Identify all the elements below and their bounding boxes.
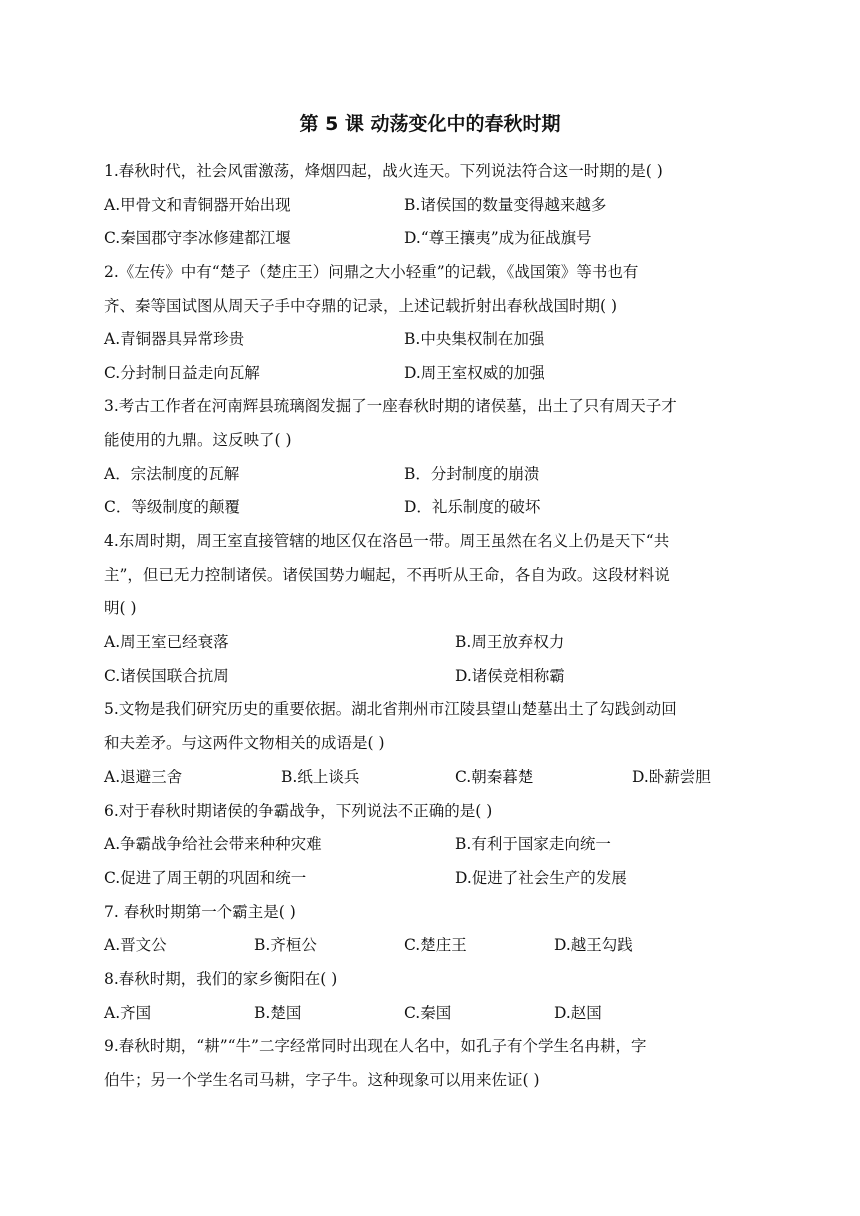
question-2-text-line2: 齐、秦等国试图从周天子手中夺鼎的记录，上述记载折射出春秋战国时期( ) xyxy=(104,297,618,315)
question-1-text: 1.春秋时代，社会风雷激荡，烽烟四起，战火连天。下列说法符合这一时期的是( ) xyxy=(104,162,663,180)
q8-option-b: B.楚国 xyxy=(254,1004,302,1022)
question-4-text-line3: 明( ) xyxy=(104,599,137,617)
question-2-text: 2.《左传》中有“楚子（楚庄王）问鼎之大小轻重”的记载，《战国策》等书也有 xyxy=(104,263,639,281)
q6-option-b: B.有利于国家走向统一 xyxy=(455,835,611,853)
page-title: 第 5 课 动荡变化中的春秋时期 xyxy=(299,113,561,135)
question-5-text: 5.文物是我们研究历史的重要依据。湖北省荆州市江陵县望山楚墓出土了勾践剑动回 xyxy=(104,700,677,718)
q1-option-a: A.甲骨文和青铜器开始出现 xyxy=(104,196,291,214)
q7-option-c: C.楚庄王 xyxy=(404,936,467,954)
q6-option-a: A.争霸战争给社会带来种种灾难 xyxy=(104,835,322,853)
question-5-text-line2: 和夫差矛。与这两件文物相关的成语是( ) xyxy=(104,734,385,752)
q2-option-d: D.周王室权威的加强 xyxy=(404,364,545,382)
question-3-text: 3.考古工作者在河南辉县琉璃阁发掘了一座春秋时期的诸侯墓，出土了只有周天子才 xyxy=(104,397,677,415)
q6-option-c: C.促进了周王朝的巩固和统一 xyxy=(104,869,307,887)
q8-option-d: D.赵国 xyxy=(554,1004,602,1022)
q6-option-d: D.促进了社会生产的发展 xyxy=(455,869,627,887)
q1-option-c: C.秦国郡守李冰修建都江堰 xyxy=(104,229,291,247)
q2-option-a: A.青铜器具异常珍贵 xyxy=(104,330,245,348)
q5-option-b: B.纸上谈兵 xyxy=(281,768,360,786)
q8-option-a: A.齐国 xyxy=(104,1004,152,1022)
question-8-text: 8.春秋时期，我们的家乡衡阳在( ) xyxy=(104,970,338,988)
question-9-text: 9.春秋时期，“耕”“牛”二字经常同时出现在人名中，如孔子有个学生名冉耕，字 xyxy=(104,1037,647,1055)
question-9-text-line2: 伯牛；另一个学生名司马耕，字子牛。这种现象可以用来佐证( ) xyxy=(104,1071,540,1089)
question-4-text: 4.东周时期，周王室直接管辖的地区仅在洛邑一带。周王虽然在名义上仍是天下“共 xyxy=(104,532,670,550)
q7-option-b: B.齐桓公 xyxy=(254,936,317,954)
question-4-text-line2: 主”，但已无力控制诸侯。诸侯国势力崛起，不再听从王命，各自为政。这段材料说 xyxy=(104,566,670,584)
question-3-text-line2: 能使用的九鼎。这反映了( ) xyxy=(104,431,292,449)
q3-option-a: A．宗法制度的瓦解 xyxy=(104,465,240,483)
q3-option-b: B．分封制度的崩溃 xyxy=(404,465,540,483)
question-7-text: 7. 春秋时期第一个霸主是( ) xyxy=(104,903,296,921)
q4-option-d: D.诸侯竞相称霸 xyxy=(455,667,565,685)
q7-option-d: D.越王勾践 xyxy=(554,936,633,954)
q1-option-b: B.诸侯国的数量变得越来越多 xyxy=(404,196,607,214)
question-6-text: 6.对于春秋时期诸侯的争霸战争，下列说法不正确的是( ) xyxy=(104,802,493,820)
q3-option-d: D．礼乐制度的破坏 xyxy=(404,498,541,516)
q2-option-c: C.分封制日益走向瓦解 xyxy=(104,364,260,382)
q5-option-c: C.朝秦暮楚 xyxy=(455,768,534,786)
q4-option-b: B.周王放弃权力 xyxy=(455,633,565,651)
q7-option-a: A.晋文公 xyxy=(104,936,167,954)
q3-option-c: C．等级制度的颠覆 xyxy=(104,498,240,516)
q4-option-c: C.诸侯国联合抗周 xyxy=(104,667,229,685)
q1-option-d: D.“尊王攘夷”成为征战旗号 xyxy=(404,229,592,247)
q5-option-a: A.退避三舍 xyxy=(104,768,183,786)
q4-option-a: A.周王室已经衰落 xyxy=(104,633,229,651)
q5-option-d: D.卧薪尝胆 xyxy=(632,768,711,786)
q2-option-b: B.中央集权制在加强 xyxy=(404,330,545,348)
q8-option-c: C.秦国 xyxy=(404,1004,452,1022)
